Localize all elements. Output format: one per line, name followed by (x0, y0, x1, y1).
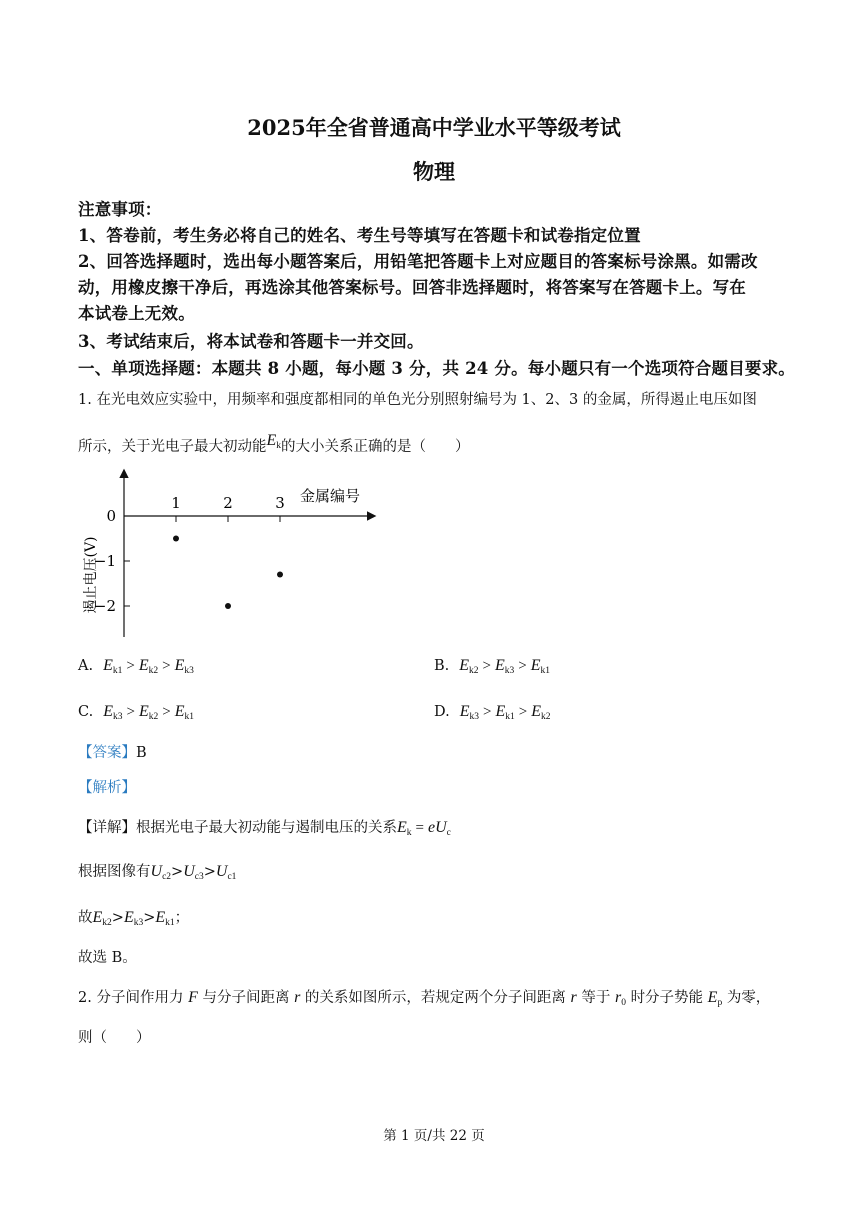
answer-line (78, 741, 147, 762)
data-point (173, 536, 179, 542)
y-tick-label: −2 (93, 597, 116, 615)
step-3-line: 故$E_{k2}>E_{k3}>E_{k1}$； (78, 909, 190, 928)
conclusion-line: 故选 B。 (78, 950, 137, 966)
energy-term: $E_{k3}$ (495, 657, 515, 676)
option-c[interactable] (78, 703, 194, 722)
page-number: 第 1 页/共 22 页 (383, 1128, 485, 1144)
x-tick-label: 1 (171, 494, 181, 512)
x-axis-label: 金属编号 (300, 487, 361, 505)
y-tick-label: −1 (93, 552, 116, 570)
energy-term: $E_{k2}$ (138, 703, 159, 722)
operator: > (482, 658, 492, 674)
notice-heading: 注意事项： (78, 200, 162, 219)
energy-term: $E_{k3}$ (174, 657, 194, 676)
stopping-voltage-chart (70, 465, 390, 645)
q2-line-1: 2. 分子间作用力 F 与分子间距离 r 的关系如图所示，若规定两个分子间距离 r 等于 $r_0$ 时分子势能 $E_p$ 为零， (78, 989, 771, 1008)
section-heading: 一、单项选择题：本题共 8 小题，每小题 3 分，共 24 分。每小题只有一个选项符合题目要求。 (78, 359, 795, 378)
option-b[interactable] (434, 657, 550, 676)
answer-tag: 【答案】 (78, 745, 136, 761)
energy-term: $E_{k1}$ (155, 909, 175, 928)
operator: > (111, 910, 124, 926)
x-tick-label: 3 (275, 494, 285, 512)
operator: > (203, 864, 216, 880)
energy-term: $E_{k3}$ (459, 703, 479, 722)
notice-item-3: 3、考试结束后，将本试卷和答题卡一并交回。 (78, 332, 424, 351)
energy-term: $E_{k1}$ (495, 703, 515, 722)
data-point (277, 572, 283, 578)
energy-term: $E_{k1}$ (174, 703, 194, 722)
notice-item-2-line-3: 本试卷上无效。 (78, 304, 195, 323)
option-label: B. (434, 658, 450, 674)
energy-term: $E_{k3}$ (123, 909, 144, 928)
voltage-term: $U_{c2}$ (150, 863, 172, 882)
option-d[interactable] (434, 703, 551, 722)
energy-term: $E_{k2}$ (92, 909, 112, 928)
option-a[interactable] (78, 657, 194, 676)
q1-line-2: 所示，关于光电子最大初动能$E_k$的大小关系正确的是（ ） (78, 432, 470, 455)
operator: > (518, 658, 527, 674)
notice-item-2-line-2: 动，用橡皮擦干净后，再选涂其他答案标号。回答非选择题时，将答案写在答题卡上。写在 (78, 278, 746, 297)
operator: > (483, 704, 492, 720)
operator: > (126, 704, 135, 720)
voltage-term: $U_{c1}$ (215, 863, 237, 882)
operator: > (162, 704, 171, 720)
subject-title: 物理 (413, 159, 455, 184)
notice-item-1: 1、答卷前，考生务必将自己的姓名、考生号等填写在答题卡和试卷指定位置 (78, 226, 641, 245)
x-tick-label: 2 (223, 494, 233, 512)
option-label: D. (434, 704, 450, 720)
analysis-tag: 【解析】 (78, 780, 136, 796)
operator: > (162, 658, 171, 674)
operator: > (126, 658, 135, 674)
energy-term: $E_{k2}$ (531, 703, 551, 722)
step-2-line: 根据图像有$U_{c2}>U_{c3}>U_{c1}$ (78, 863, 237, 882)
energy-term: $E_k$ (397, 819, 412, 838)
operator: = (415, 820, 424, 836)
energy-term: $E_{k2}$ (459, 657, 479, 676)
charge-symbol: e (428, 819, 436, 836)
energy-term: $E_{k1}$ (103, 657, 123, 676)
q2-line-2: 则（ ） (78, 1030, 151, 1046)
energy-term: $E_{k1}$ (530, 657, 551, 676)
detail-line: 【详解】根据光电子最大初动能与遏制电压的关系$E_k = eU_c$ (78, 819, 451, 838)
energy-term: $E_{k2}$ (138, 657, 159, 676)
operator: > (171, 864, 184, 880)
energy-term: $E_{k3}$ (103, 703, 123, 722)
q1-line-1: 1. 在光电效应实验中，用频率和强度都相同的单色光分别照射编号为 1、2、3 的金属，所得遏止电压如图 (78, 392, 757, 408)
option-label: A. (78, 658, 94, 674)
exam-title: 2025年全省普通高中学业水平等级考试 (247, 115, 621, 140)
y-axis-label: 遏止电压(V) (83, 536, 99, 614)
option-label: C. (78, 704, 94, 720)
data-point (225, 603, 231, 609)
operator: > (518, 704, 528, 720)
notice-item-2-line-1: 2、回答选择题时，选出每小题答案后，用铅笔把答题卡上对应题目的答案标号涂黑。如需改 (78, 252, 758, 271)
y-tick-label: 0 (106, 507, 116, 525)
voltage-term: $U_{c3}$ (183, 863, 204, 882)
answer-value: B (136, 745, 147, 761)
voltage-term: $U_c$ (435, 819, 451, 838)
operator: > (143, 910, 156, 926)
